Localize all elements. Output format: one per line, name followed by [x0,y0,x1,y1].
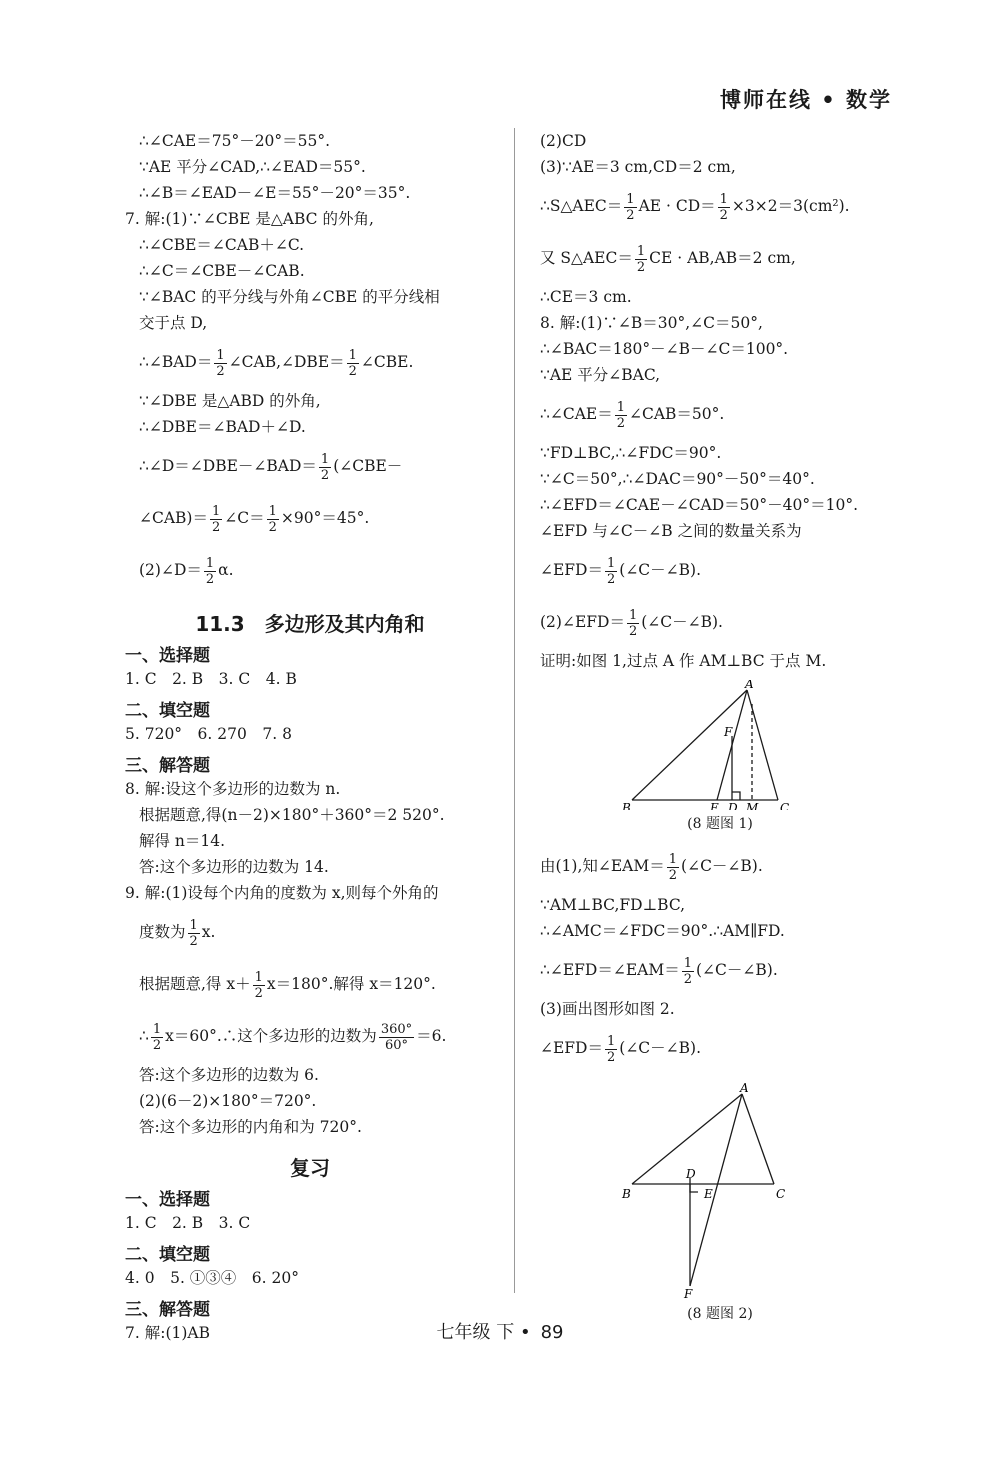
right-column [540,128,900,1330]
fraction: $\frac{1}{2}$ [626,191,635,223]
fraction: $\frac{1}{2}$ [668,851,678,883]
text-line: ∵∠BAC 的平分线与外角∠CBE 的平分线相 [139,288,440,306]
text-fragment: ×90°＝45°. [280,509,370,527]
text-fragment: ∴ [139,1027,149,1045]
text-fragment: ∠C＝ [224,509,265,527]
text-fragment: (∠C－∠B). [681,857,763,875]
fraction: $\frac{1}{2}$ [683,955,692,987]
text-fragment: (∠C－∠B). [696,961,778,979]
page-header: 博师在线 • 数学 [719,88,892,112]
section-title: 复习 [290,1156,330,1180]
text-fragment: ×3×2＝3(cm²). [731,197,850,215]
text-fragment: ∠CAB)＝ [139,509,208,527]
page-number: 89 [540,1322,564,1343]
subsection-title: 三、解答题 [125,1300,210,1320]
text-line: 解得 n＝14. [139,832,226,850]
text-line: ∴∠C＝∠CBE－∠CAB. [139,262,305,280]
text-fragment: 度数为 [139,923,186,941]
fraction: $\frac{1}{2}$ [268,503,277,535]
text-line: 9. 解:(1)设每个内角的度数为 x,则每个外角的 [125,884,439,902]
figure-2 [540,1080,900,1324]
text-fragment: (2)∠EFD＝ [540,613,625,631]
formula-line [540,544,900,596]
fraction: $\frac{1}{2}$ [606,555,616,587]
text-fragment: (∠C－∠B). [619,561,702,579]
text-line: 交于点 D, [139,314,208,332]
figure-caption: (8 题图 1) [687,816,753,832]
text-line: ∵AE 平分∠CAD,∴∠EAD＝55°. [139,158,366,176]
answer-line: 5. 720° 6. 270 7. 8 [125,725,292,743]
label-A: A [740,1081,749,1095]
text-line: ∵AE 平分∠BAC, [540,366,661,384]
fraction: $\frac{1}{2}$ [628,607,638,639]
label-D: D [686,1167,696,1181]
text-line: ∴∠CAE＝75°－20°＝55°. [139,132,331,150]
text-line: ∠EFD 与∠C－∠B 之间的数量关系为 [540,522,802,540]
label-E: E [710,801,719,810]
text-line: (2)CD [540,132,587,150]
fraction: $\frac{1}{2}$ [320,451,330,483]
fraction: $\frac{1}{2}$ [211,503,221,535]
text-fragment: CE · AB,AB＝2 cm, [649,249,796,267]
label-E: E [704,1187,713,1201]
text-line: 7. 解:(1)∵∠CBE 是△ABC 的外角, [125,210,374,228]
formula-line [540,388,900,440]
right-angle-mark [690,1184,698,1192]
segment-AB [632,690,747,800]
subsection-title: 一、选择题 [125,1190,210,1210]
label-M: M [746,801,759,810]
fraction: $\frac{1}{2}$ [606,1033,616,1065]
fraction: $\frac{1}{2}$ [254,969,263,1001]
text-line: (2)(6－2)×180°＝720°. [139,1092,317,1110]
text-line: ∴CE＝3 cm. [540,288,632,306]
text-fragment: x. [201,923,216,941]
text-fragment: 根据题意,得 x＋ [139,975,251,993]
figure-1 [540,680,900,834]
label-F: F [724,725,733,739]
fraction: $\frac{1}{2}$ [616,399,625,431]
formula-line [540,596,900,648]
text-line: 答:这个多边形的边数为 6. [139,1066,319,1084]
formula-line [125,906,495,958]
label-D: D [728,801,738,810]
text-line: 8. 解:设这个多边形的边数为 n. [125,780,341,798]
page-footer [0,1318,1000,1344]
text-fragment: ∠CAB,∠DBE＝ [228,353,345,371]
formula-line [125,958,495,1010]
text-fragment: ∠CBE. [360,353,414,371]
text-fragment: (∠CBE－ [333,457,403,475]
label-C: C [776,1187,786,1201]
text-line: 8. 解:(1)∵∠B＝30°,∠C＝50°, [540,314,763,332]
text-fragment: (2)∠D＝ [139,561,202,579]
text-line: (3)∵AE＝3 cm,CD＝2 cm, [540,158,736,176]
fraction: $\frac{1}{2}$ [189,917,198,949]
text-fragment: α. [218,561,234,579]
answer-line: 1. C 2. B 3. C 4. B [125,670,297,688]
formula-line [125,336,495,388]
section-title: 11.3 多边形及其内角和 [195,612,425,636]
formula-line [125,1010,495,1062]
formula-line [540,180,900,232]
subsection-title: 二、填空题 [125,701,210,721]
left-column [125,128,495,1346]
text-line: ∴∠B＝∠EAD－∠E＝55°－20°＝35°. [139,184,411,202]
label-F: F [684,1287,693,1300]
text-line: ∵FD⊥BC,∴∠FDC＝90°. [540,444,722,462]
subsection-title: 一、选择题 [125,646,210,666]
text-line: 根据题意,得(n－2)×180°＋360°＝2 520°. [139,806,445,824]
text-fragment: ∠EFD＝ [540,1039,603,1057]
text-fragment: ∠EFD＝ [540,561,603,579]
figure-caption: (8 题图 2) [687,1306,753,1322]
text-fragment: ∴∠D＝∠DBE－∠BAD＝ [139,457,317,475]
text-line: ∴∠BAC＝180°－∠B－∠C＝100°. [540,340,789,358]
answer-line: 4. 0 5. ①③④ 6. 20° [125,1269,299,1287]
text-line: ∵∠C＝50°,∴∠DAC＝90°－50°＝40°. [540,470,815,488]
text-fragment: 由(1),知∠EAM＝ [540,857,665,875]
fraction: $\frac{1}{2}$ [719,191,728,223]
triangle-diagram-1 [540,680,900,810]
fraction: $\frac{1}{2}$ [216,347,225,379]
text-fragment: ∴∠BAD＝ [139,353,213,371]
text-line: ∴∠AMC＝∠FDC＝90°.∴AM∥FD. [540,922,785,940]
fraction: $\frac{1}{2}$ [205,555,215,587]
text-fragment: ∴S△AEC＝ [540,197,623,215]
text-fragment: AE · CD＝ [638,197,716,215]
label-B: B [622,801,631,810]
text-fragment: 又 S△AEC＝ [540,249,633,267]
fraction: $\frac{1}{2}$ [152,1021,162,1053]
fraction: $\frac{1}{2}$ [348,347,357,379]
label-B: B [622,1187,631,1201]
segment-AC [742,1094,774,1184]
label-A: A [745,680,754,691]
text-line: ∴∠EFD＝∠CAE－∠CAD＝50°－40°＝10°. [540,496,859,514]
text-fragment: x＝60°.∴这个多边形的边数为 [165,1027,377,1045]
text-line: ∵AM⊥BC,FD⊥BC, [540,896,686,914]
text-line: 答:这个多边形的内角和为 720°. [139,1118,362,1136]
fraction: $\frac{360^\circ}{60^\circ}$ [380,1021,413,1053]
text-line: ∵∠DBE 是△ABD 的外角, [139,392,321,410]
formula-line [540,840,900,892]
segment-AF [690,1094,742,1286]
text-line: ∴∠CBE＝∠CAB＋∠C. [139,236,305,254]
text-fragment: ＝6. [416,1027,447,1045]
fraction: $\frac{1}{2}$ [636,243,646,275]
text-line: (3)画出图形如图 2. [540,1000,675,1018]
text-fragment: (∠C－∠B). [641,613,723,631]
text-fragment: x＝180°.解得 x＝120°. [266,975,436,993]
text-fragment: ∠CAB＝50°. [629,405,725,423]
label-C: C [780,801,790,810]
formula-line [540,1022,900,1074]
formula-line [540,232,900,284]
right-angle-mark [732,792,740,800]
text-line: ∴∠DBE＝∠BAD＋∠D. [139,418,306,436]
column-divider [514,128,515,1293]
formula-line [125,492,495,544]
text-line: 7. 解:(1)AB [125,1324,210,1342]
text-line: 答:这个多边形的边数为 14. [139,858,329,876]
text-fragment: ∴∠CAE＝ [540,405,613,423]
grade-label: 七年级 下 • [436,1322,531,1343]
text-fragment: (∠C－∠B). [619,1039,702,1057]
formula-line [125,440,495,492]
answer-line: 1. C 2. B 3. C [125,1214,251,1232]
text-line: 证明:如图 1,过点 A 作 AM⊥BC 于点 M. [540,652,827,670]
subsection-title: 三、解答题 [125,756,210,776]
formula-line [125,544,495,596]
subsection-title: 二、填空题 [125,1245,210,1265]
formula-line [540,944,900,996]
text-fragment: ∴∠EFD＝∠EAM＝ [540,961,680,979]
triangle-diagram-2 [540,1080,900,1300]
